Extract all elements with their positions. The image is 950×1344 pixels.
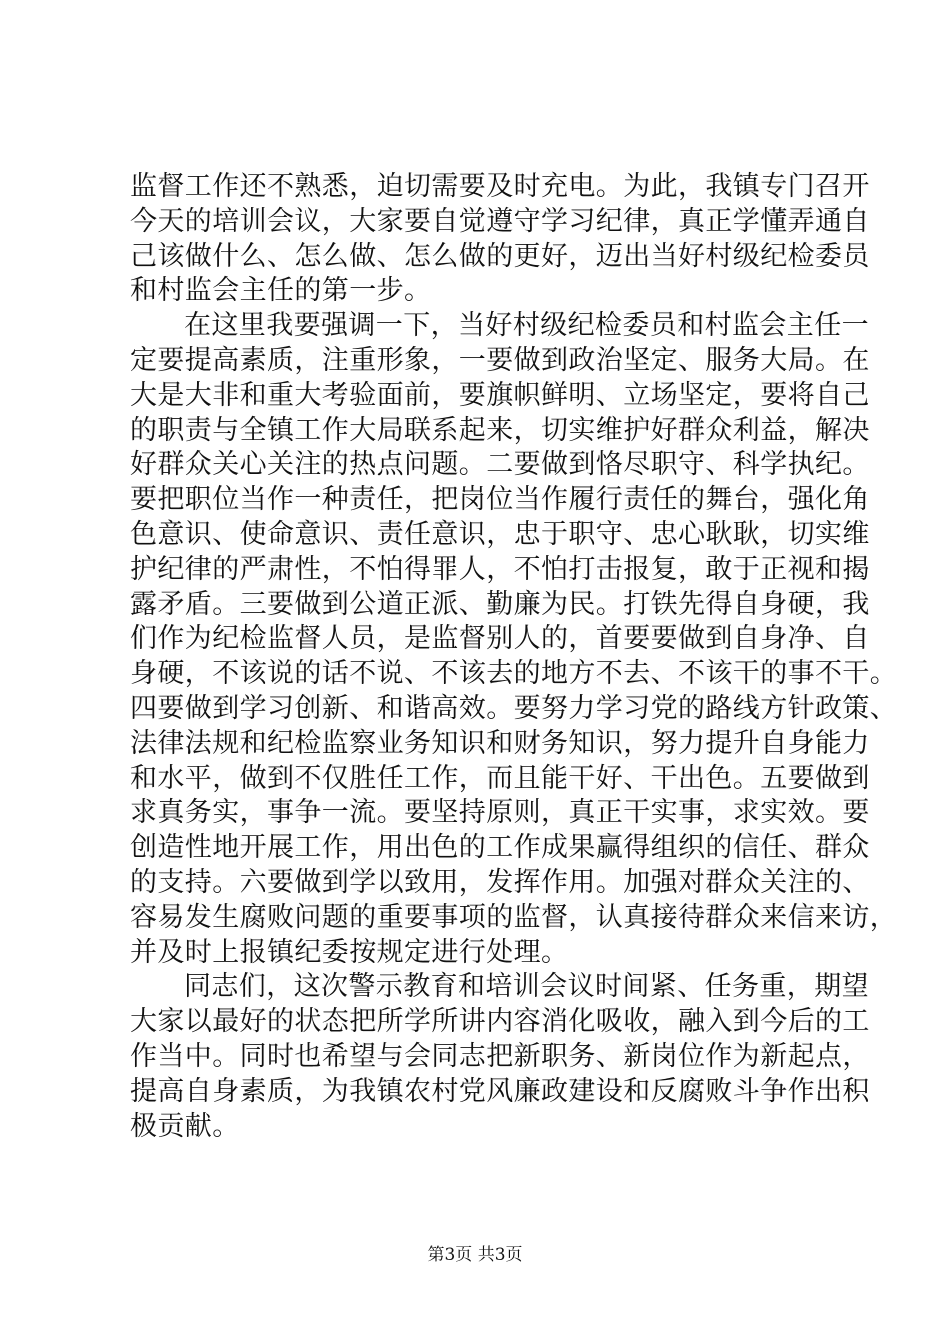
text-line: 四要做到学习创新、和谐高效。要努力学习党的路线方针政策、: [130, 692, 898, 724]
text-line: 并及时上报镇纪委按规定进行处理。: [130, 936, 569, 968]
text-line: 作当中。同时也希望与会同志把新职务、新岗位作为新起点，: [130, 1040, 870, 1072]
text-line: 大家以最好的状态把所学所讲内容消化吸收，融入到今后的工: [130, 1006, 870, 1038]
text-line: 在这里我要强调一下，当好村级纪检委员和村监会主任一: [184, 310, 869, 342]
text-line: 监督工作还不熟悉，迫切需要及时充电。为此，我镇专门召开: [130, 171, 870, 202]
text-line: 好群众关心关注的热点问题。二要做到恪尽职守、科学执纪。: [130, 449, 870, 481]
page-number-footer: 第3页 共3页: [427, 1245, 523, 1265]
paragraph-1: [130, 170, 870, 309]
text-line: 创造性地开展工作，用出色的工作成果赢得组织的信任、群众: [130, 832, 870, 864]
document-body: [130, 170, 898, 1144]
paragraph-3: [130, 970, 870, 1144]
text-line: 的职责与全镇工作大局联系起来，切实维护好群众利益，解决: [130, 414, 870, 446]
text-line: 护纪律的严肃性，不怕得罪人，不怕打击报复，敢于正视和揭: [130, 553, 870, 585]
text-line: 提高自身素质，为我镇农村党风廉政建设和反腐败斗争作出积: [130, 1075, 870, 1107]
text-line: 和水平，做到不仅胜任工作，而且能干好、干出色。五要做到: [130, 762, 870, 794]
text-line: 色意识、使命意识、责任意识，忠于职守、忠心耿耿，切实维: [130, 518, 870, 550]
text-line: 的支持。六要做到学以致用，发挥作用。加强对群众关注的、: [130, 866, 870, 898]
text-line: 大是大非和重大考验面前，要旗帜鲜明、立场坚定，要将自己: [130, 379, 870, 411]
text-line: 求真务实，事争一流。要坚持原则，真正干实事，求实效。要: [130, 797, 870, 829]
paragraph-2: [130, 309, 898, 970]
text-line: 们作为纪检监督人员，是监督别人的，首要要做到自身净、自: [130, 623, 870, 655]
text-line: 法律法规和纪检监察业务知识和财务知识，努力提升自身能力: [130, 727, 870, 759]
text-line: 同志们，这次警示教育和培训会议时间紧、任务重，期望: [184, 971, 869, 1003]
text-line: 容易发生腐败问题的重要事项的监督，认真接待群众来信来访，: [130, 901, 898, 933]
text-line: 身硬，不该说的话不说、不该去的地方不去、不该干的事不干。: [130, 658, 898, 690]
text-line: 己该做什么、怎么做、怎么做的更好，迈出当好村级纪检委员: [130, 240, 870, 272]
text-line: 极贡献。: [130, 1110, 240, 1142]
text-line: 今天的培训会议，大家要自觉遵守学习纪律，真正学懂弄通自: [130, 205, 870, 237]
text-line: 要把职位当作一种责任，把岗位当作履行责任的舞台，强化角: [130, 484, 870, 516]
text-line: 定要提高素质，注重形象，一要做到政治坚定、服务大局。在: [130, 344, 870, 376]
text-line: 和村监会主任的第一步。: [130, 275, 432, 307]
text-line: 露矛盾。三要做到公道正派、勤廉为民。打铁先得自身硬，我: [130, 588, 870, 620]
